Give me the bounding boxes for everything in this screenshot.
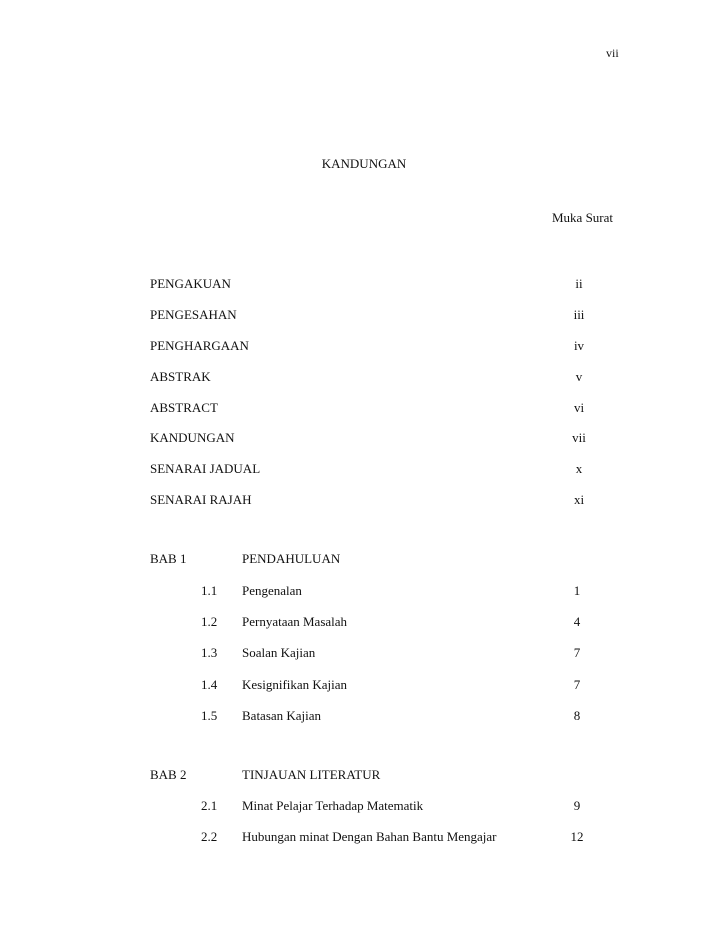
section-page: 7 <box>573 645 581 660</box>
section-title: Pernyataan Masalah <box>242 614 348 629</box>
toc-page-abstrak: v <box>575 369 583 384</box>
section-title: Batasan Kajian <box>242 708 322 723</box>
toc-entry-senarai-jadual: SENARAI JADUAL <box>150 461 261 476</box>
section-number: 1.2 <box>201 614 218 629</box>
chapter-title: PENDAHULUAN <box>242 551 341 566</box>
chapter-title: TINJAUAN LITERATUR <box>242 767 381 782</box>
section-number: 1.5 <box>201 708 218 723</box>
section-title: Hubungan minat Dengan Bahan Bantu Mengajar <box>242 829 497 844</box>
section-page: 12 <box>570 829 584 844</box>
toc-entry-pengesahan: PENGESAHAN <box>150 307 237 322</box>
toc-entry-abstract: ABSTRACT <box>150 400 218 415</box>
section-number: 1.1 <box>201 583 218 598</box>
section-number: 1.3 <box>201 645 218 660</box>
section-title: Minat Pelajar Terhadap Matematik <box>242 798 424 813</box>
section-number: 1.4 <box>201 677 218 692</box>
toc-page-senarai-jadual: x <box>575 461 583 476</box>
toc-entry-penghargaan: PENGHARGAAN <box>150 338 249 353</box>
section-title: Soalan Kajian <box>242 645 316 660</box>
chapter-label: BAB 2 <box>150 767 187 782</box>
section-page: 1 <box>573 583 581 598</box>
section-title: Kesignifikan Kajian <box>242 677 348 692</box>
section-number: 2.1 <box>201 798 218 813</box>
section-page: 4 <box>573 614 581 629</box>
toc-entry-kandungan: KANDUNGAN <box>150 430 235 445</box>
toc-entry-senarai-rajah: SENARAI RAJAH <box>150 492 252 507</box>
toc-page-pengesahan: iii <box>573 307 585 322</box>
toc-entry-abstrak: ABSTRAK <box>150 369 211 384</box>
toc-page-senarai-rajah: xi <box>573 492 585 507</box>
section-title: Pengenalan <box>242 583 302 598</box>
page-title: KANDUNGAN <box>321 156 407 171</box>
section-page: 7 <box>573 677 581 692</box>
toc-page-pengakuan: ii <box>575 276 583 291</box>
chapter-label: BAB 1 <box>150 551 187 566</box>
toc-page-abstract: vi <box>573 400 585 415</box>
section-number: 2.2 <box>201 829 218 844</box>
toc-entry-pengakuan: PENGAKUAN <box>150 276 231 291</box>
section-page: 9 <box>573 798 581 813</box>
page-number: vii <box>606 46 619 60</box>
page-column-label: Muka Surat <box>552 210 614 225</box>
toc-page-penghargaan: iv <box>573 338 585 353</box>
section-page: 8 <box>573 708 581 723</box>
toc-page-kandungan: vii <box>572 430 586 445</box>
